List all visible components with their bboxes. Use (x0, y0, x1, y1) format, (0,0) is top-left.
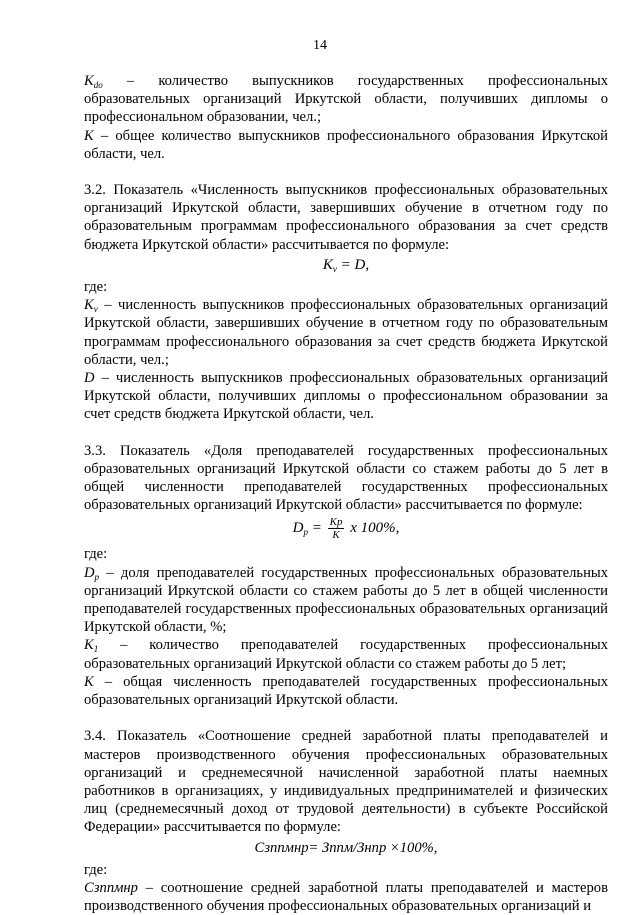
definition-k1 (84, 636, 608, 672)
definition-kv (84, 296, 608, 369)
var-dp: $D_p$ (84, 564, 100, 582)
var-k-teachers: K (84, 673, 94, 690)
var-k: K (84, 127, 94, 144)
where-label-3-4: где: (84, 861, 108, 878)
definition-d-text: – численность выпускников профессиональных образовательных организаций Иркутской области, получивших дипломы о профессиональном образовании за счет средств бюджета Иркутской области, чел. (84, 370, 608, 423)
definition-kdo-text: – количество выпускников государственных профессиональных образовательных организаций Иркутской области, получивших дипломы о профессиональном образовании, чел.; (84, 73, 608, 126)
definition-k-total (84, 127, 608, 163)
definition-dp-text: – доля преподавателей государственных профессиональных образовательных организаций Иркутской области со стажем работы до 5 лет в общей численности преподавателей государственных профессиональных образовательных организаций Иркутской области, %; (84, 564, 608, 636)
where-label-3-2: где: (84, 279, 108, 296)
definition-szppmnr-text: – соотношение средней заработной платы преподавателей и мастеров производственного обучения профессиональных образовательных организаций и (84, 879, 608, 915)
var-kdo: $K_{do}$ (84, 73, 103, 90)
formula-dp-fraction: $\frac{Kp}{K}$ (329, 516, 343, 542)
section-3-2-heading: 3.2. Показатель «Численность выпускников профессиональных образовательных организаций Иркутской области, завершивших обучение в отчетном году по образовательным программам профессионального образования за счет средств бюджета Иркутской области» рассчитывается по формуле: (84, 182, 608, 253)
definition-szppmnr (84, 879, 608, 915)
page-number: 14 (313, 38, 327, 53)
definition-k-teachers (84, 673, 608, 709)
section-3-4-heading: 3.4. Показатель «Соотношение средней заработной платы преподавателей и мастеров производственного обучения профессиональных образовательных организаций и среднемесячной начисленной заработной платы наемных работников в организациях, у индивидуальных предпринимателей и физических лиц (среднемесячный доход от трудовой деятельности) в субъекте Российской Федерации» рассчитывается по формуле: (84, 728, 608, 836)
definition-kdo (84, 72, 608, 127)
where-label-3-3: где: (84, 546, 108, 563)
formula-dp: $D_p$ = $\frac{Kp}{K}$ x 100%, (292, 516, 400, 542)
definition-d (84, 369, 608, 424)
section-3-3-heading: 3.3. Показатель «Доля преподавателей государственных профессиональных образовательных организаций Иркутской области со стажем работы до 5 лет в общей численности преподавателей государственных профессиональных образовательных организаций Иркутской области» рассчитывается по формуле: (84, 442, 608, 514)
formula-szppmnr: Сзппмнр= Зппм/Знпр ×100%, (254, 839, 438, 856)
definition-k-teachers-text: – общая численность преподавателей государственных профессиональных образовательных организаций Иркутской области. (84, 673, 608, 709)
var-d: D (84, 370, 95, 387)
definition-kv-text: – численность выпускников профессиональных образовательных организаций Иркутской области, завершивших обучение в отчетном году по образовательным программам профессионального образования за счет средств бюджета Иркутской области, чел.; (84, 297, 608, 368)
definition-dp (84, 564, 608, 637)
var-szppmnr: Сзппмнр (84, 879, 138, 896)
definition-k1-text: – количество преподавателей государственных профессиональных образовательных организаций Иркутской области со стажем работы до 5 лет; (84, 637, 608, 672)
var-k1: $K_1$ (84, 637, 99, 655)
document-body (84, 72, 608, 915)
var-kv: $K_v$ (84, 297, 98, 315)
formula-kv: $K_v = D$, (322, 256, 370, 274)
definition-k-total-text: – общее количество выпускников профессионального образования Иркутской области, чел. (84, 127, 608, 162)
